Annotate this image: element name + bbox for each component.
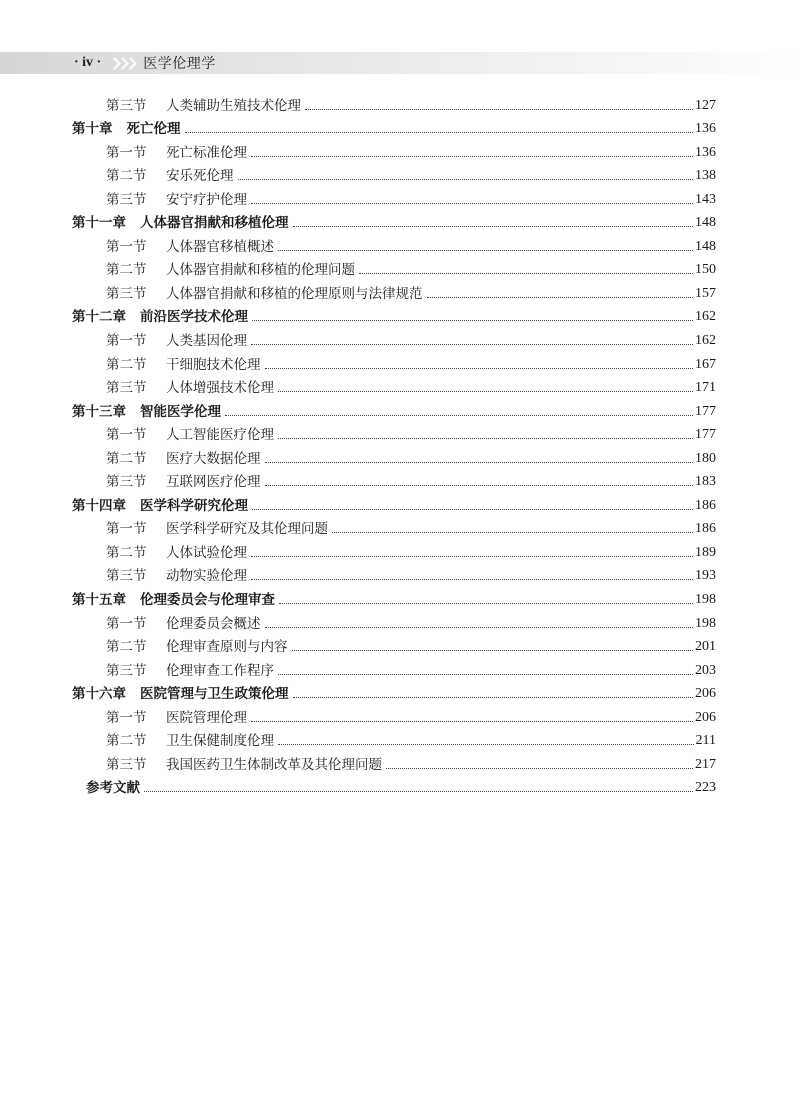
dot-leader	[293, 697, 694, 698]
toc-entry-title: 医院管理与卫生政策伦理	[140, 686, 289, 703]
toc-chapter-entry[interactable]	[72, 679, 716, 703]
toc-section-entry[interactable]	[72, 514, 716, 538]
dot-leader	[225, 415, 693, 416]
dot-leader	[359, 273, 693, 274]
dot-leader	[265, 627, 694, 628]
dot-leader	[251, 203, 693, 204]
toc-entry-title: 人体器官捐献和移植的伦理问题	[166, 262, 355, 279]
toc-entry-page: 177	[695, 403, 716, 419]
toc-entry-title: 伦理委员会与伦理审查	[140, 592, 275, 609]
table-of-contents	[72, 90, 716, 796]
toc-entry-title: 人体试验伦理	[166, 544, 247, 561]
toc-entry-page: 150	[695, 262, 716, 278]
toc-entry-page: 127	[695, 97, 716, 113]
toc-entry-title: 医疗大数据伦理	[166, 450, 261, 467]
toc-section-entry[interactable]	[72, 184, 716, 208]
toc-section-entry[interactable]	[72, 373, 716, 397]
toc-entry-title: 安宁疗护伦理	[166, 191, 247, 208]
toc-entry-number: 第三节	[106, 191, 147, 208]
toc-entry-title: 人类辅助生殖技术伦理	[166, 97, 301, 114]
toc-entry-number: 第十五章	[72, 592, 126, 609]
dot-leader	[305, 109, 693, 110]
toc-entry-page: 206	[695, 709, 716, 725]
toc-entry-number: 第十一章	[72, 215, 126, 232]
dot-leader	[293, 226, 694, 227]
toc-entry-title: 人体器官捐献和移植伦理	[140, 215, 289, 232]
toc-entry-number: 第三节	[106, 285, 147, 302]
toc-entry-number: 第十章	[72, 121, 113, 138]
toc-entry-number: 第三节	[106, 380, 147, 397]
toc-entry-number: 第十六章	[72, 686, 126, 703]
toc-entry-page: 193	[695, 568, 716, 584]
toc-section-entry[interactable]	[72, 537, 716, 561]
toc-entry-title: 安乐死伦理	[166, 168, 234, 185]
toc-entry-page: 189	[695, 544, 716, 560]
dot-leader	[279, 603, 693, 604]
toc-chapter-entry[interactable]	[72, 114, 716, 138]
toc-section-entry[interactable]	[72, 561, 716, 585]
chevron-right-icon	[111, 59, 135, 68]
toc-entry-page: 217	[695, 756, 716, 772]
dot-leader	[251, 156, 693, 157]
toc-entry-number: 第三节	[106, 756, 147, 773]
toc-entry-page: 198	[695, 615, 716, 631]
dot-leader	[278, 674, 693, 675]
toc-entry-title: 医学科学研究伦理	[140, 497, 248, 514]
toc-section-entry[interactable]	[72, 749, 716, 773]
toc-entry-number: 第十三章	[72, 403, 126, 420]
dot-leader	[144, 791, 693, 792]
dot-leader	[252, 509, 693, 510]
toc-section-entry[interactable]	[72, 255, 716, 279]
toc-entry-title: 智能医学伦理	[140, 403, 221, 420]
toc-entry-title: 前沿医学技术伦理	[140, 309, 248, 326]
toc-entry-page: 186	[695, 521, 716, 537]
toc-entry-number: 第三节	[106, 474, 147, 491]
toc-section-entry[interactable]	[72, 90, 716, 114]
dot-leader	[265, 368, 694, 369]
toc-entry-title: 死亡标准伦理	[166, 144, 247, 161]
toc-chapter-entry[interactable]	[72, 208, 716, 232]
toc-entry-title: 我国医药卫生体制改革及其伦理问题	[166, 756, 382, 773]
dot-leader	[332, 532, 693, 533]
toc-entry-number: 第二节	[106, 733, 147, 750]
toc-entry-number: 第三节	[106, 568, 147, 585]
toc-section-entry[interactable]	[72, 655, 716, 679]
dot-leader	[238, 179, 694, 180]
toc-entry-title: 人工智能医疗伦理	[166, 427, 274, 444]
toc-entry-title: 互联网医疗伦理	[166, 474, 261, 491]
toc-section-entry[interactable]	[72, 702, 716, 726]
toc-entry-number: 第一节	[106, 521, 147, 538]
toc-entry-number: 第二节	[106, 356, 147, 373]
toc-entry-number: 第三节	[106, 97, 147, 114]
toc-chapter-entry[interactable]	[72, 773, 716, 797]
dot-leader	[278, 744, 694, 745]
dot-leader	[292, 650, 694, 651]
toc-entry-title: 伦理审查工作程序	[166, 662, 274, 679]
toc-entry-page: 211	[695, 733, 716, 749]
toc-chapter-entry[interactable]	[72, 584, 716, 608]
toc-entry-title: 动物实验伦理	[166, 568, 247, 585]
toc-entry-title: 人体器官捐献和移植的伦理原则与法律规范	[166, 285, 423, 302]
toc-entry-title: 参考文献	[86, 780, 140, 797]
page-number: · iv ·	[74, 55, 102, 70]
toc-entry-page: 203	[695, 662, 716, 678]
toc-section-entry[interactable]	[72, 443, 716, 467]
toc-entry-number: 第一节	[106, 238, 147, 255]
dot-leader	[278, 391, 693, 392]
dot-leader	[251, 556, 693, 557]
toc-entry-title: 人体器官移植概述	[166, 238, 274, 255]
toc-entry-number: 第一节	[106, 333, 147, 350]
dot-leader	[252, 320, 693, 321]
toc-chapter-entry[interactable]	[72, 396, 716, 420]
toc-entry-page: 136	[695, 144, 716, 160]
toc-entry-page: 171	[695, 380, 716, 396]
toc-entry-title: 人类基因伦理	[166, 333, 247, 350]
toc-entry-title: 医院管理伦理	[166, 709, 247, 726]
book-title: 医学伦理学	[143, 56, 216, 72]
toc-section-entry[interactable]	[72, 325, 716, 349]
toc-entry-page: 201	[695, 639, 716, 655]
toc-entry-title: 干细胞技术伦理	[166, 356, 261, 373]
toc-entry-title: 卫生保健制度伦理	[166, 733, 274, 750]
dot-leader	[251, 579, 693, 580]
running-header	[74, 52, 216, 74]
toc-entry-number: 第二节	[106, 262, 147, 279]
toc-entry-number: 第一节	[106, 709, 147, 726]
dot-leader	[251, 721, 693, 722]
toc-section-entry[interactable]	[72, 231, 716, 255]
toc-entry-page: 143	[695, 191, 716, 207]
toc-entry-title: 伦理审查原则与内容	[166, 639, 288, 656]
toc-chapter-entry[interactable]	[72, 302, 716, 326]
dot-leader	[185, 132, 694, 133]
toc-entry-number: 第一节	[106, 144, 147, 161]
toc-entry-page: 223	[695, 780, 716, 796]
dot-leader	[386, 768, 693, 769]
toc-section-entry[interactable]	[72, 608, 716, 632]
dot-leader	[251, 344, 693, 345]
toc-entry-title: 死亡伦理	[126, 121, 181, 138]
dot-leader	[265, 462, 694, 463]
toc-section-entry[interactable]	[72, 137, 716, 161]
toc-section-entry[interactable]	[72, 349, 716, 373]
toc-entry-number: 第一节	[106, 615, 147, 632]
toc-entry-page: 162	[695, 309, 716, 325]
dot-leader	[278, 438, 693, 439]
toc-entry-page: 138	[695, 168, 716, 184]
toc-section-entry[interactable]	[72, 161, 716, 185]
toc-entry-page: 206	[695, 686, 716, 702]
toc-entry-number: 第十二章	[72, 309, 126, 326]
toc-entry-title: 伦理委员会概述	[166, 615, 261, 632]
toc-entry-title: 人体增强技术伦理	[166, 380, 274, 397]
toc-section-entry[interactable]	[72, 420, 716, 444]
toc-entry-number: 第一节	[106, 427, 147, 444]
dot-leader	[278, 250, 693, 251]
toc-entry-number: 第二节	[106, 450, 147, 467]
dot-leader	[427, 297, 694, 298]
toc-entry-page: 136	[695, 121, 716, 137]
toc-entry-number: 第二节	[106, 544, 147, 561]
toc-entry-number: 第二节	[106, 168, 147, 185]
toc-section-entry[interactable]	[72, 278, 716, 302]
toc-section-entry[interactable]	[72, 632, 716, 656]
toc-entry-page: 162	[695, 333, 716, 349]
toc-entry-page: 198	[695, 592, 716, 608]
toc-entry-number: 第二节	[106, 639, 147, 656]
toc-entry-page: 183	[695, 474, 716, 490]
toc-entry-number: 第十四章	[72, 497, 126, 514]
toc-entry-page: 180	[695, 450, 716, 466]
toc-entry-page: 177	[695, 427, 716, 443]
toc-entry-page: 167	[695, 356, 716, 372]
toc-chapter-entry[interactable]	[72, 490, 716, 514]
toc-section-entry[interactable]	[72, 726, 716, 750]
dot-leader	[265, 485, 694, 486]
toc-entry-title: 医学科学研究及其伦理问题	[166, 521, 328, 538]
toc-section-entry[interactable]	[72, 467, 716, 491]
toc-entry-page: 157	[695, 285, 716, 301]
toc-entry-page: 148	[695, 238, 716, 254]
toc-entry-page: 186	[695, 497, 716, 513]
toc-entry-page: 148	[695, 215, 716, 231]
toc-entry-number: 第三节	[106, 662, 147, 679]
